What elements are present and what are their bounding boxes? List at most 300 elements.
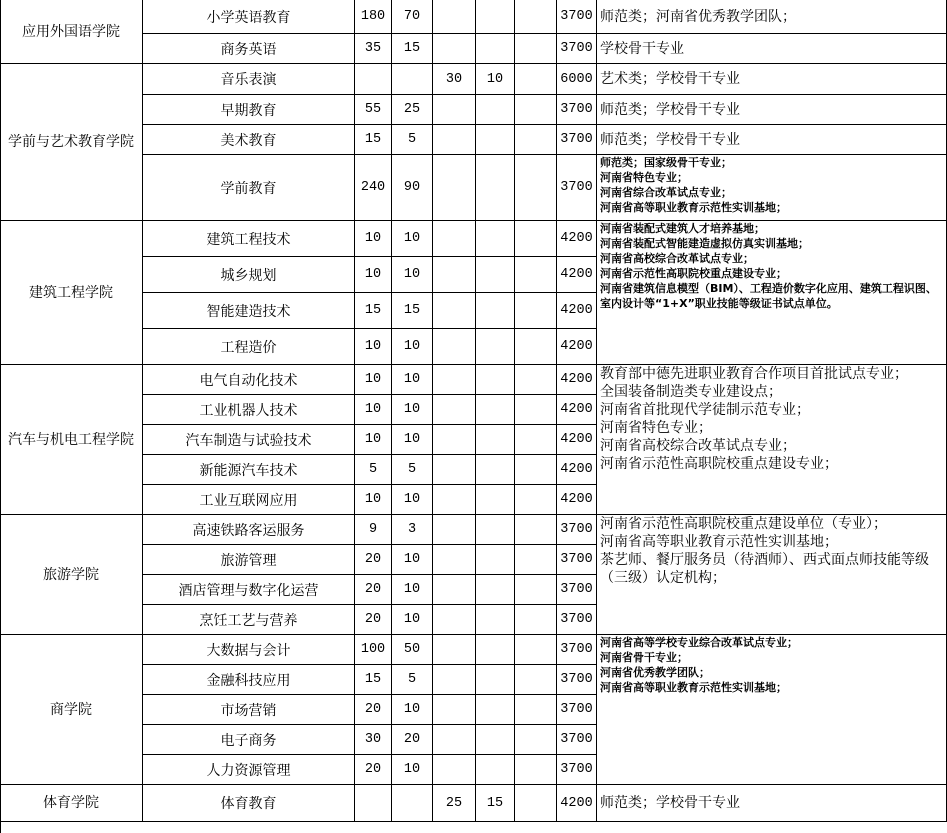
college-name-text: 体育学院 bbox=[43, 795, 99, 811]
quota-e-value bbox=[515, 34, 557, 64]
remark-text-text: 师范类；学校骨干专业 bbox=[600, 101, 740, 118]
quota-c-value bbox=[433, 365, 476, 395]
tuition-fee-text: 3700 bbox=[560, 522, 593, 537]
quota-b-value-text: 10 bbox=[403, 582, 421, 597]
tuition-fee-text: 3700 bbox=[560, 702, 593, 717]
tuition-fee-text: 4200 bbox=[560, 372, 593, 387]
quota-a-value-text: 10 bbox=[364, 372, 382, 387]
major-name-text: 早期教育 bbox=[220, 102, 277, 119]
major-name bbox=[143, 635, 355, 665]
quota-b-value-text: 10 bbox=[403, 432, 421, 447]
quota-a-value-text: 10 bbox=[364, 492, 382, 507]
remark-text bbox=[597, 95, 947, 125]
quota-e-value bbox=[515, 329, 557, 365]
quota-b-value-text: 10 bbox=[403, 267, 421, 282]
quota-d-value bbox=[476, 365, 515, 395]
major-name bbox=[143, 329, 355, 365]
quota-a-value-text: 55 bbox=[364, 102, 382, 117]
major-name-text: 酒店管理与数字化运营 bbox=[178, 582, 319, 599]
tuition-fee-text: 6000 bbox=[560, 71, 593, 87]
tuition-fee bbox=[557, 515, 597, 545]
college-name bbox=[0, 365, 143, 515]
remark-text bbox=[597, 155, 947, 221]
quota-b-value-text: 15 bbox=[403, 303, 421, 318]
quota-b-value bbox=[392, 64, 433, 95]
quota-b-value bbox=[392, 0, 433, 34]
quota-a-value bbox=[355, 515, 392, 545]
remark-text bbox=[597, 635, 947, 785]
quota-b-value bbox=[392, 293, 433, 329]
quota-b-value-text: 10 bbox=[403, 612, 421, 627]
remark-text-text: 师范类；学校骨干专业 bbox=[600, 131, 740, 148]
quota-c-value bbox=[433, 515, 476, 545]
quota-c-value bbox=[433, 125, 476, 155]
quota-e-value bbox=[515, 293, 557, 329]
major-name-text: 旅游管理 bbox=[220, 552, 277, 569]
remark-text-text: 师范类；学校骨干专业 bbox=[600, 795, 740, 811]
quota-b-value bbox=[392, 575, 433, 605]
tuition-fee bbox=[557, 425, 597, 455]
quota-a-value-text: 20 bbox=[364, 582, 382, 597]
quota-b-value bbox=[392, 365, 433, 395]
college-name bbox=[0, 0, 143, 64]
quota-b-value-text: 10 bbox=[403, 402, 421, 417]
quota-b-value bbox=[392, 485, 433, 515]
major-name bbox=[143, 293, 355, 329]
quota-a-value-text: 240 bbox=[360, 180, 386, 195]
quota-c-value bbox=[433, 455, 476, 485]
quota-d-value bbox=[476, 34, 515, 64]
quota-b-value bbox=[392, 34, 433, 64]
quota-b-value bbox=[392, 755, 433, 785]
major-name-text: 建筑工程技术 bbox=[206, 231, 291, 248]
quota-c-value bbox=[433, 425, 476, 455]
quota-d-value bbox=[476, 485, 515, 515]
remark-text-text: 师范类；国家级骨干专业； 河南省特色专业； 河南省综合改革试点专业； 河南省高等职业教育示范性实训基地； bbox=[600, 156, 787, 214]
quota-a-value bbox=[355, 257, 392, 293]
quota-c-value bbox=[433, 257, 476, 293]
quota-c-value-text: 25 bbox=[445, 795, 463, 811]
college-name bbox=[0, 785, 143, 822]
quota-a-value bbox=[355, 545, 392, 575]
tuition-fee bbox=[557, 635, 597, 665]
major-name bbox=[143, 755, 355, 785]
quota-a-value bbox=[355, 635, 392, 665]
tuition-fee bbox=[557, 785, 597, 822]
major-name bbox=[143, 455, 355, 485]
tuition-fee-text: 3700 bbox=[560, 672, 593, 687]
quota-d-value-text: 10 bbox=[486, 71, 504, 87]
tuition-fee-text: 3700 bbox=[560, 582, 593, 597]
tuition-fee bbox=[557, 64, 597, 95]
quota-a-value bbox=[355, 755, 392, 785]
quota-e-value bbox=[515, 64, 557, 95]
major-name bbox=[143, 545, 355, 575]
quota-a-value-text: 15 bbox=[364, 303, 382, 318]
quota-b-value-text: 10 bbox=[403, 702, 421, 717]
quota-b-value bbox=[392, 257, 433, 293]
remark-text bbox=[597, 221, 947, 365]
quota-a-value-text: 10 bbox=[364, 402, 382, 417]
tuition-fee bbox=[557, 545, 597, 575]
quota-b-value bbox=[392, 455, 433, 485]
quota-c-value bbox=[433, 329, 476, 365]
remark-text bbox=[597, 34, 947, 64]
quota-c-value bbox=[433, 293, 476, 329]
quota-e-value bbox=[515, 395, 557, 425]
tuition-fee bbox=[557, 665, 597, 695]
major-name-text: 体育教育 bbox=[220, 796, 277, 812]
major-name bbox=[143, 515, 355, 545]
quota-a-value bbox=[355, 221, 392, 257]
quota-a-value bbox=[355, 695, 392, 725]
quota-e-value bbox=[515, 221, 557, 257]
major-name-text: 音乐表演 bbox=[220, 72, 277, 88]
college-name-text: 学前与艺术教育学院 bbox=[8, 134, 134, 150]
quota-a-value bbox=[355, 0, 392, 34]
quota-a-value bbox=[355, 293, 392, 329]
tuition-fee bbox=[557, 125, 597, 155]
quota-c-value bbox=[433, 785, 476, 822]
quota-c-value bbox=[433, 485, 476, 515]
major-name bbox=[143, 34, 355, 64]
quota-a-value-text: 9 bbox=[368, 522, 378, 537]
major-name-text: 人力资源管理 bbox=[206, 762, 291, 779]
quota-a-value bbox=[355, 575, 392, 605]
quota-d-value bbox=[476, 785, 515, 822]
quota-b-value bbox=[392, 515, 433, 545]
quota-b-value-text: 10 bbox=[403, 762, 421, 777]
quota-d-value bbox=[476, 755, 515, 785]
quota-b-value bbox=[392, 221, 433, 257]
quota-a-value-text: 15 bbox=[364, 132, 382, 147]
quota-c-value bbox=[433, 395, 476, 425]
quota-b-value-text: 25 bbox=[403, 102, 421, 117]
major-name-text: 美术教育 bbox=[220, 132, 277, 149]
quota-d-value bbox=[476, 545, 515, 575]
tuition-fee-text: 3700 bbox=[560, 612, 593, 627]
major-name-text: 工业互联网应用 bbox=[199, 492, 298, 509]
quota-c-value bbox=[433, 64, 476, 95]
major-name-text: 烹饪工艺与营养 bbox=[199, 612, 298, 629]
quota-e-value bbox=[515, 575, 557, 605]
quota-e-value bbox=[515, 695, 557, 725]
remark-text bbox=[597, 365, 947, 515]
quota-e-value bbox=[515, 425, 557, 455]
major-name bbox=[143, 365, 355, 395]
quota-a-value bbox=[355, 64, 392, 95]
tuition-fee bbox=[557, 485, 597, 515]
quota-d-value bbox=[476, 455, 515, 485]
quota-d-value bbox=[476, 64, 515, 95]
tuition-fee-text: 3700 bbox=[560, 132, 593, 147]
remark-text-text: 河南省装配式建筑人才培养基地； 河南省装配式智能建造虚拟仿真实训基地； 河南省高校综合改革试点专业； 河南省示范性高职院校重点建设专业； 河南省建筑信息模型（BIM）、工程造价数字化应用、建筑工程识图、室内设计等“1+X”职业技能等级证书试点单位。 bbox=[600, 222, 937, 310]
quota-a-value bbox=[355, 329, 392, 365]
quota-b-value-text: 50 bbox=[403, 642, 421, 657]
quota-d-value bbox=[476, 575, 515, 605]
quota-b-value-text: 10 bbox=[403, 492, 421, 507]
tuition-fee-text: 3700 bbox=[560, 9, 593, 24]
major-name bbox=[143, 64, 355, 95]
quota-e-value bbox=[515, 455, 557, 485]
major-name-text: 高速铁路客运服务 bbox=[192, 522, 305, 539]
quota-a-value-text: 30 bbox=[364, 732, 382, 747]
quota-c-value-text: 30 bbox=[445, 71, 463, 87]
tuition-fee-text: 4200 bbox=[560, 795, 593, 811]
major-name bbox=[143, 95, 355, 125]
quota-a-value bbox=[355, 395, 392, 425]
quota-e-value bbox=[515, 95, 557, 125]
major-name bbox=[143, 125, 355, 155]
major-name-text: 金融科技应用 bbox=[206, 672, 291, 689]
quota-a-value-text: 20 bbox=[364, 762, 382, 777]
major-name-text: 大数据与会计 bbox=[206, 642, 291, 659]
tuition-fee bbox=[557, 725, 597, 755]
major-name-text: 智能建造技术 bbox=[206, 303, 291, 320]
quota-d-value bbox=[476, 695, 515, 725]
tuition-fee-text: 3700 bbox=[560, 552, 593, 567]
remark-text bbox=[597, 125, 947, 155]
quota-a-value-text: 35 bbox=[364, 41, 382, 56]
quota-a-value bbox=[355, 125, 392, 155]
remark-text-text: 河南省高等学校专业综合改革试点专业； 河南省骨干专业； 河南省优秀教学团队； 河南省高等职业教育示范性实训基地； bbox=[600, 636, 798, 694]
tuition-fee-text: 4200 bbox=[560, 462, 593, 477]
college-name bbox=[0, 64, 143, 221]
quota-a-value-text: 10 bbox=[364, 267, 382, 282]
quota-b-value-text: 10 bbox=[403, 372, 421, 387]
quota-b-value-text: 20 bbox=[403, 732, 421, 747]
tuition-fee bbox=[557, 257, 597, 293]
quota-b-value bbox=[392, 125, 433, 155]
quota-e-value bbox=[515, 0, 557, 34]
quota-b-value-text: 10 bbox=[403, 339, 421, 354]
quota-b-value bbox=[392, 665, 433, 695]
quota-a-value bbox=[355, 785, 392, 822]
major-name bbox=[143, 0, 355, 34]
quota-b-value-text: 70 bbox=[403, 9, 421, 24]
college-name-text: 汽车与机电工程学院 bbox=[8, 431, 134, 448]
major-name bbox=[143, 785, 355, 822]
quota-d-value bbox=[476, 605, 515, 635]
quota-b-value bbox=[392, 329, 433, 365]
quota-b-value bbox=[392, 725, 433, 755]
quota-e-value bbox=[515, 155, 557, 221]
quota-a-value bbox=[355, 425, 392, 455]
tuition-fee bbox=[557, 455, 597, 485]
college-name bbox=[0, 221, 143, 365]
major-name-text: 市场营销 bbox=[220, 702, 277, 719]
remark-text bbox=[597, 515, 947, 635]
tuition-fee bbox=[557, 755, 597, 785]
quota-a-value bbox=[355, 485, 392, 515]
quota-c-value bbox=[433, 665, 476, 695]
major-name bbox=[143, 605, 355, 635]
quota-a-value-text: 10 bbox=[364, 231, 382, 246]
quota-b-value bbox=[392, 395, 433, 425]
quota-c-value bbox=[433, 221, 476, 257]
quota-b-value bbox=[392, 95, 433, 125]
quota-d-value bbox=[476, 125, 515, 155]
quota-d-value bbox=[476, 395, 515, 425]
quota-d-value bbox=[476, 635, 515, 665]
quota-a-value-text: 10 bbox=[364, 339, 382, 354]
remark-text bbox=[597, 785, 947, 822]
tuition-fee bbox=[557, 34, 597, 64]
remark-text-text: 艺术类；学校骨干专业 bbox=[600, 71, 740, 87]
major-name bbox=[143, 257, 355, 293]
major-name-text: 小学英语教育 bbox=[206, 9, 291, 26]
quota-c-value bbox=[433, 605, 476, 635]
quota-e-value bbox=[515, 605, 557, 635]
quota-a-value bbox=[355, 455, 392, 485]
college-name-text: 商学院 bbox=[50, 701, 92, 718]
tuition-fee bbox=[557, 575, 597, 605]
quota-a-value-text: 100 bbox=[360, 642, 386, 657]
quota-b-value-text: 5 bbox=[407, 132, 417, 147]
quota-b-value bbox=[392, 605, 433, 635]
tuition-fee bbox=[557, 0, 597, 34]
quota-a-value bbox=[355, 95, 392, 125]
quota-d-value bbox=[476, 155, 515, 221]
quota-c-value bbox=[433, 725, 476, 755]
major-name bbox=[143, 725, 355, 755]
quota-a-value bbox=[355, 155, 392, 221]
quota-b-value-text: 5 bbox=[407, 672, 417, 687]
quota-b-value-text: 15 bbox=[403, 41, 421, 56]
tuition-fee bbox=[557, 605, 597, 635]
college-name bbox=[0, 635, 143, 785]
quota-d-value bbox=[476, 425, 515, 455]
quota-c-value bbox=[433, 635, 476, 665]
major-name-text: 电气自动化技术 bbox=[199, 372, 298, 389]
quota-a-value bbox=[355, 725, 392, 755]
major-name bbox=[143, 485, 355, 515]
quota-c-value bbox=[433, 95, 476, 125]
table-left-border bbox=[0, 0, 1, 833]
quota-e-value bbox=[515, 545, 557, 575]
tuition-fee-text: 4200 bbox=[560, 339, 593, 354]
quota-e-value bbox=[515, 485, 557, 515]
tuition-fee-text: 4200 bbox=[560, 267, 593, 282]
quota-d-value bbox=[476, 329, 515, 365]
quota-b-value bbox=[392, 635, 433, 665]
quota-e-value bbox=[515, 257, 557, 293]
quota-d-value bbox=[476, 725, 515, 755]
quota-a-value bbox=[355, 665, 392, 695]
tuition-fee-text: 4200 bbox=[560, 492, 593, 507]
quota-e-value bbox=[515, 635, 557, 665]
quota-b-value-text: 10 bbox=[403, 552, 421, 567]
major-name-text: 城乡规划 bbox=[220, 267, 277, 284]
major-name-text: 新能源汽车技术 bbox=[199, 462, 298, 479]
major-name bbox=[143, 221, 355, 257]
remark-text-text: 教育部中德先进职业教育合作项目首批试点专业； 全国装备制造类专业建设点； 河南省首批现代学徒制示范专业； 河南省特色专业； 河南省高校综合改革试点专业； 河南省示范性高职院校重点建设专业； bbox=[600, 366, 908, 472]
college-name bbox=[0, 515, 143, 635]
major-name bbox=[143, 425, 355, 455]
quota-e-value bbox=[515, 125, 557, 155]
quota-b-value-text: 5 bbox=[407, 462, 417, 477]
quota-d-value bbox=[476, 0, 515, 34]
quota-a-value bbox=[355, 365, 392, 395]
quota-b-value-text: 3 bbox=[407, 522, 417, 537]
tuition-fee-text: 3700 bbox=[560, 41, 593, 56]
college-name-text: 旅游学院 bbox=[43, 566, 99, 583]
tuition-fee-text: 4200 bbox=[560, 231, 593, 246]
tuition-fee bbox=[557, 395, 597, 425]
quota-b-value-text: 90 bbox=[403, 180, 421, 195]
tuition-fee bbox=[557, 365, 597, 395]
quota-e-value bbox=[515, 785, 557, 822]
tuition-fee bbox=[557, 155, 597, 221]
tuition-fee-text: 3700 bbox=[560, 732, 593, 747]
quota-a-value bbox=[355, 34, 392, 64]
quota-a-value-text: 20 bbox=[364, 702, 382, 717]
tuition-fee bbox=[557, 293, 597, 329]
major-name bbox=[143, 395, 355, 425]
tuition-fee-text: 3700 bbox=[560, 642, 593, 657]
quota-b-value bbox=[392, 155, 433, 221]
major-name-text: 工程造价 bbox=[220, 339, 277, 356]
quota-a-value-text: 20 bbox=[364, 612, 382, 627]
quota-b-value bbox=[392, 785, 433, 822]
quota-b-value-text: 10 bbox=[403, 231, 421, 246]
major-name-text: 学前教育 bbox=[220, 180, 277, 197]
major-name-text: 工业机器人技术 bbox=[199, 402, 298, 419]
major-name bbox=[143, 575, 355, 605]
tuition-fee bbox=[557, 695, 597, 725]
college-name-text: 应用外国语学院 bbox=[22, 23, 120, 40]
tuition-fee-text: 3700 bbox=[560, 180, 593, 195]
quota-d-value bbox=[476, 221, 515, 257]
tuition-fee-text: 3700 bbox=[560, 102, 593, 117]
quota-a-value bbox=[355, 605, 392, 635]
quota-d-value bbox=[476, 515, 515, 545]
quota-c-value bbox=[433, 575, 476, 605]
major-name bbox=[143, 695, 355, 725]
quota-b-value bbox=[392, 545, 433, 575]
quota-b-value bbox=[392, 695, 433, 725]
major-name bbox=[143, 155, 355, 221]
quota-e-value bbox=[515, 665, 557, 695]
quota-c-value bbox=[433, 155, 476, 221]
major-name-text: 电子商务 bbox=[220, 732, 277, 749]
major-name-text: 汽车制造与试验技术 bbox=[185, 432, 312, 449]
quota-c-value bbox=[433, 695, 476, 725]
quota-c-value bbox=[433, 0, 476, 34]
quota-d-value bbox=[476, 95, 515, 125]
college-name-text: 建筑工程学院 bbox=[29, 284, 113, 301]
remark-text-text: 学校骨干专业 bbox=[600, 40, 684, 57]
major-name bbox=[143, 665, 355, 695]
tuition-fee-text: 3700 bbox=[560, 762, 593, 777]
quota-d-value bbox=[476, 665, 515, 695]
remark-text-text: 河南省示范性高职院校重点建设单位（专业）； 河南省高等职业教育示范性实训基地； 茶艺师、餐厅服务员（待酒师）、西式面点师技能等级（三级）认定机构； bbox=[600, 516, 929, 586]
major-name-text: 商务英语 bbox=[220, 41, 277, 58]
quota-a-value-text: 10 bbox=[364, 432, 382, 447]
remark-text-text: 师范类；河南省优秀教学团队； bbox=[600, 8, 796, 25]
quota-d-value bbox=[476, 293, 515, 329]
quota-d-value-text: 15 bbox=[486, 795, 504, 811]
tuition-fee-text: 4200 bbox=[560, 432, 593, 447]
quota-a-value-text: 180 bbox=[360, 9, 386, 24]
remark-text bbox=[597, 64, 947, 95]
quota-a-value-text: 20 bbox=[364, 552, 382, 567]
tuition-fee-text: 4200 bbox=[560, 402, 593, 417]
quota-b-value bbox=[392, 425, 433, 455]
tuition-fee-text: 4200 bbox=[560, 303, 593, 318]
quota-a-value-text: 5 bbox=[368, 462, 378, 477]
quota-c-value bbox=[433, 34, 476, 64]
